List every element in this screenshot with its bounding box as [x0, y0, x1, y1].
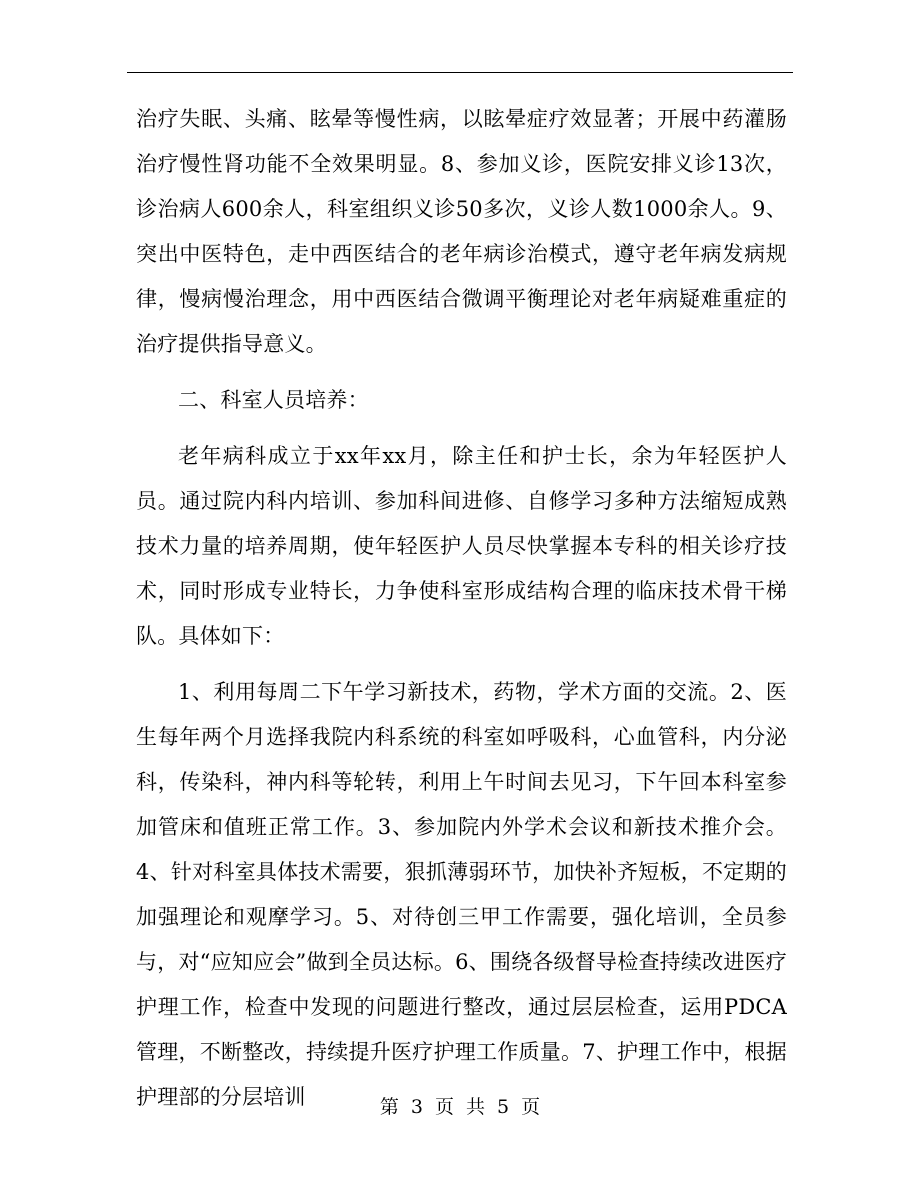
paragraph-department-overview: 老年病科成立于xx年xx月，除主任和护士长，余为年轻医护人员。通过院内科内培训、参加科间进修、自修学习多种方法缩短成熟技术力量的培养周期，使年轻医护人员尽快掌握本专科的相关诊疗技术，同时形成专业特长，力争使科室形成结构合理的临床技术骨干梯队。具体如下：: [136, 444, 787, 648]
paragraph-treatment-continued: 治疗失眠、头痛、眩晕等慢性病，以眩晕症疗效显著；开展中药灌肠治疗慢性肾功能不全效果明显。8、参加义诊，医院安排义诊13次，诊治病人600余人，科室组织义诊50多次，义诊人数1000余人。9、突出中医特色，走中西医结合的老年病诊治模式，遵守老年病发病规律，慢病慢治理念，用中西医结合微调平衡理论对老年病疑难重症的治疗提供指导意义。: [136, 107, 787, 356]
page-footer: 第 3 页 共 5 页: [379, 1096, 541, 1118]
document-body: [136, 97, 787, 1120]
header-rule: [127, 72, 793, 73]
section-heading-staff-training: 二、科室人员培养：: [178, 388, 369, 412]
paragraph-training-measures: 1、利用每周二下午学习新技术，药物，学术方面的交流。2、医生每年两个月选择我院内科系统的科室如呼吸科，心血管科，内分泌科，传染科，神内科等轮转，利用上午时间去见习，下午回本科室参加管床和值班正常工作。3、参加院内外学术会议和新技术推介会。4、针对科室具体技术需要，狠抓薄弱环节，加快补齐短板，不定期的加强理论和观摩学习。5、对待创三甲工作需要，强化培训，全员参与，对“应知应会”做到全员达标。6、围绕各级督导检查持续改进医疗护理工作，检查中发现的问题进行整改，通过层层检查，运用PDCA管理，不断整改，持续提升医疗护理工作质量。7、护理工作中，根据护理部的分层培训: [136, 680, 787, 1109]
